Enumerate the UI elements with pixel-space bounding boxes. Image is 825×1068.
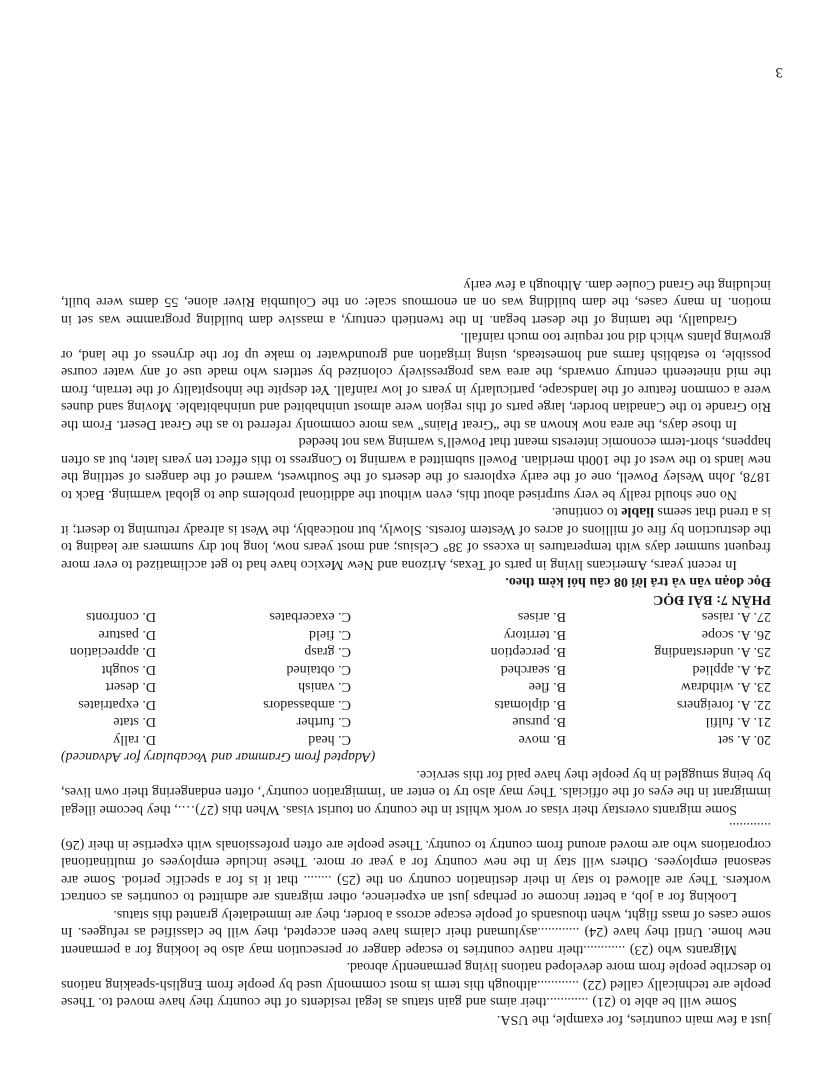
option-b: B. searched	[500, 662, 566, 677]
section-instruction: Đọc đoạn văn và trả lời 08 câu hỏi kèm theo.	[505, 574, 771, 590]
option-d: D. pasture	[98, 627, 156, 642]
passage-paragraph: Looking for a job, a better income or perhaps just an experience, other migrants are admitted to countries as contract workers. They are allowed to stay in their destination country on the (25) ........ that it is for a specific period. Some are seasonal employees. Others will stay in the new country for a year or more. These include employees of multinational corporations who are moved around from country to country. These people are often professionals with expertise in their (26) ............	[61, 819, 771, 905]
option-c: C. field	[309, 627, 351, 642]
option-b: B. territory	[503, 627, 566, 642]
option-b: B. perception	[490, 644, 566, 660]
option-c: C. exacerbates	[269, 609, 351, 625]
option-d: D. sought	[101, 662, 156, 677]
option-a: 25. A. understanding	[654, 644, 771, 660]
question-26-options	[61, 626, 771, 644]
passage-paragraph: Migrants who (23) ............their native countries to escape danger or persecution may also be looking for a permanent new home. Until they have (24) ............asylumand their claims have been accepted, they will be classified as refugees. In some cases of mass flight, when thousands of people escape across a border, they are immediately granted this status.	[61, 907, 771, 957]
question-24-options	[61, 661, 771, 679]
question-22-options	[61, 696, 771, 714]
option-c: C. grasp	[304, 644, 351, 660]
text-run: to continue.	[551, 504, 622, 520]
option-b: B. arises	[517, 609, 566, 625]
question-27-options	[61, 608, 771, 626]
answer-options	[61, 608, 771, 748]
option-c: C. obtained	[286, 662, 351, 677]
option-a: 20. A. set	[718, 732, 771, 747]
option-a: 21. A. fulfil	[705, 714, 771, 730]
option-c: C. further	[296, 714, 351, 730]
option-a: 27. A. raises	[701, 609, 771, 625]
page-content	[61, 276, 771, 1029]
text-run: In recent years, Americans living in parts of Texas, Arizona and New Mexico have had to get acclimatized to ever more frequent summer days with temperatures in excess of 38° Celsius; and most years now, long hot dry summers are leading to the destruction by fire of millions of acres of Western forests. Slowly, but noticeably, the West is already returning to desert; it is a trend that seems	[61, 504, 771, 572]
question-21-options	[61, 713, 771, 731]
option-c: C. ambassadors	[263, 697, 351, 712]
option-d: D. appreciation	[69, 644, 156, 660]
option-c: C. vanish	[298, 679, 351, 695]
reading-paragraph: In those days, the area now known as the “Great Plains” was more commonly referred to as the Great Desert. From the Rio Grande to the Canadian border, large parts of this region were almost uninhabited and uninhabitable. Moving sand dunes were a common feature of the landscape, particularly in years of low rainfall. Yet despite the inhospitality of the terrain, from the mid nineteenth century onwards, the area was progressively colonized by settlers who made use of any water course possible, to establish farms and homesteads, using irrigation and groundwater to make up for the dryness of the land, or growing plants which did not require too much rainfall.	[61, 329, 771, 432]
option-b: B. move	[518, 732, 566, 747]
reading-paragraph	[61, 503, 771, 573]
question-20-options	[61, 731, 771, 749]
option-b: B. pursue	[512, 714, 566, 730]
option-d: D. rally	[113, 732, 156, 747]
option-a: 22. A. foreigners	[676, 697, 771, 712]
question-25-options	[61, 643, 771, 661]
reading-paragraph: No one should really be very surprised about this, even without the additional problems due to global warming. Back to 1878, John Wesley Powell, one of the early explorers of the deserts of the Southwest, warned of the dangers of settling the new lands to the west of the 100th meridian. Powell submitted a warning to Congress to this effect ten years later, but as often happens, short-term economic interests meant that Powell’s warning was not heeded	[61, 434, 771, 502]
option-d: D. confronts	[86, 609, 156, 625]
option-b: B. diplomats	[494, 697, 566, 712]
option-d: D. expatriates	[78, 697, 156, 712]
option-b: B. flee	[528, 679, 566, 695]
option-d: D. desert	[105, 679, 156, 695]
question-23-options	[61, 678, 771, 696]
passage-paragraph: Some migrants overstay their visas or work whilst in the country on tourist visas. When this (27)…., they become illegal immigrant in the eyes of the officials. They may also try to enter an ‘immigration country’, often endangering their own lives, by being smuggled in by people they have paid for this service.	[61, 767, 771, 817]
passage-line: just a few main countries, for example, the USA.	[496, 1012, 771, 1027]
page-number: 3	[775, 64, 783, 80]
highlighted-word: liable	[621, 504, 654, 520]
option-a: 24. A. applied	[692, 662, 771, 677]
reading-paragraph: Gradually, the taming of the desert began. In the twentieth century, a massive dam building programme was set in motion. In many cases, the dam building was on an enormous scale: on the Columbia River alone, 55 dams were built, including the Grand Coulee dam. Although a few early	[61, 277, 771, 327]
option-d: D. state	[113, 714, 156, 730]
section-heading: PHẦN 7: BÀI ĐỌC	[653, 592, 771, 607]
option-a: 26. A. scope	[701, 627, 771, 642]
source-citation: (Adapted from Grammar and Vocabulary for Advanced)	[61, 749, 376, 765]
option-a: 23. A. withdraw	[680, 679, 771, 695]
option-c: C. head	[308, 732, 351, 747]
passage-paragraph: Some will be able to (21) ............their aims and gain status as legal residents of the country they have moved to. These people are technically called (22) ............although this term is most commonly used by people from English-speaking nations to describe people from more developed nations living permanently abroad.	[61, 959, 771, 1010]
